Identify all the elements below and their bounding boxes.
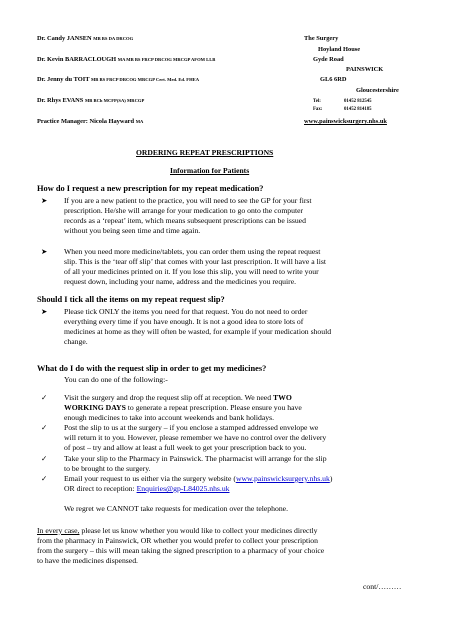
checkmark-icon: ✓ (41, 454, 48, 463)
checkmark-icon: ✓ (41, 393, 48, 402)
staff-line-2 (37, 56, 215, 63)
staff-name: Dr. Candy JANSEN (37, 35, 92, 42)
page-subtitle: Information for Patients (170, 166, 250, 175)
staff-line-3 (37, 76, 199, 83)
staff-line-1 (37, 35, 133, 42)
address-line: PAINSWICK (346, 66, 384, 73)
staff-quals: MB BS FRCP DRCOG MRCGP Cert. Med. Ed. FHEA (90, 77, 200, 82)
address-line: Gyde Road (313, 56, 344, 63)
section-heading: What do I do with the request slip in order to get my medicines? (37, 364, 267, 373)
fax-number: 01452 814185 (344, 107, 372, 112)
staff-quals: MA MB BS FRCP DRCOG MRCGP AFOM LLB (117, 57, 216, 62)
list-item: Visit the surgery and drop the request slip off at reception. We need TWO WORKING DAYS to generate a repeat prescription. Please ensure you have enough medicines to take into account weekends and bank holidays. (64, 393, 302, 423)
section-heading: How do I request a new prescription for my repeat medication? (37, 184, 264, 193)
staff-name: Dr. Jenny du TOIT (37, 76, 90, 83)
staff-quals: MB BS DA DRCOG (93, 36, 134, 41)
staff-name: Dr. Kevin BARRACLOUGH (37, 56, 117, 63)
fax-label: Fax: (313, 107, 323, 112)
tel-label: Tel: (313, 99, 321, 104)
arrow-bullet-icon: ➤ (41, 196, 48, 205)
list-item: Email your request to us either via the surgery website (www.painswicksurgery.nhs.uk) OR direct to reception: Enquiries@gp-L84025.nhs.uk (64, 474, 333, 494)
address-line: Hoyland House (318, 46, 361, 53)
page-title: ORDERING REPEAT PRESCRIPTIONS (136, 148, 274, 157)
website-link[interactable]: www.painswicksurgery.nhs.uk (304, 118, 387, 125)
tel-number: 01452 812545 (344, 99, 372, 104)
address-line: GL6 6RD (320, 76, 347, 83)
website-link[interactable]: www.painswicksurgery.nhs.uk (235, 474, 330, 483)
staff-quals: MB BCh MCFP(SA) MRCGP (84, 98, 145, 103)
practice-manager: Practice Manager: Nicola Hayward MA (37, 118, 144, 125)
closing-paragraph: In every case, please let us know whether you would like to collect your medicines directly from the pharmacy in Painswick, OR whether you would prefer to collect your prescription from the surgery – this will mean taking the signed prescription to a pharmacy of your choice to have the medicines dispensed. (37, 526, 325, 566)
list-item: If you are a new patient to the practice, you will need to see the GP for your first prescription. He/she will arrange for your medication to go onto the computer records as a ‘repeat’ item, which means subsequent prescriptions can be issued without you being seen time and time again. (64, 196, 312, 236)
list-item: Take your slip to the Pharmacy in Painswick. The pharmacist will arrange for the slip to be brought to the surgery. (64, 454, 327, 474)
list-item: Please tick ONLY the items you need for that request. You do not need to order everything every time if you have enough. It is not a good idea to store lots of medicines at home as they will often be wasted, for example if your medication should change. (64, 307, 332, 347)
arrow-bullet-icon: ➤ (41, 307, 48, 316)
address-line: The Surgery (304, 35, 339, 42)
checkmark-icon: ✓ (41, 474, 48, 483)
phone-note: We regret we CANNOT take requests for medication over the telephone. (64, 504, 289, 513)
email-link[interactable]: Enquiries@gp-L84025.nhs.uk (136, 484, 230, 494)
arrow-bullet-icon: ➤ (41, 247, 48, 256)
intro-text: You can do one of the following:- (64, 375, 168, 384)
list-item: When you need more medicine/tablets, you can order them using the repeat request slip. This is the ‘tear off slip’ that comes with your last prescription. It will have a list of all your medicines printed on it. If you lose this slip, you will need to write your request down, including your name, address and the medicines you require. (64, 247, 326, 287)
staff-name: Dr. Rhys EVANS (37, 97, 84, 104)
section-heading: Should I tick all the items on my repeat request slip? (37, 295, 225, 304)
checkmark-icon: ✓ (41, 423, 48, 432)
list-item: Post the slip to us at the surgery – if you enclose a stamped addressed envelope we will return it to you. However, please remember we have no control over the delivery of post – try and allow at least a full week to get your prescription back to you. (64, 423, 327, 453)
staff-line-4 (37, 97, 144, 104)
address-line: Gloucestershire (356, 87, 399, 94)
continued-marker: cont/……… (363, 582, 402, 591)
